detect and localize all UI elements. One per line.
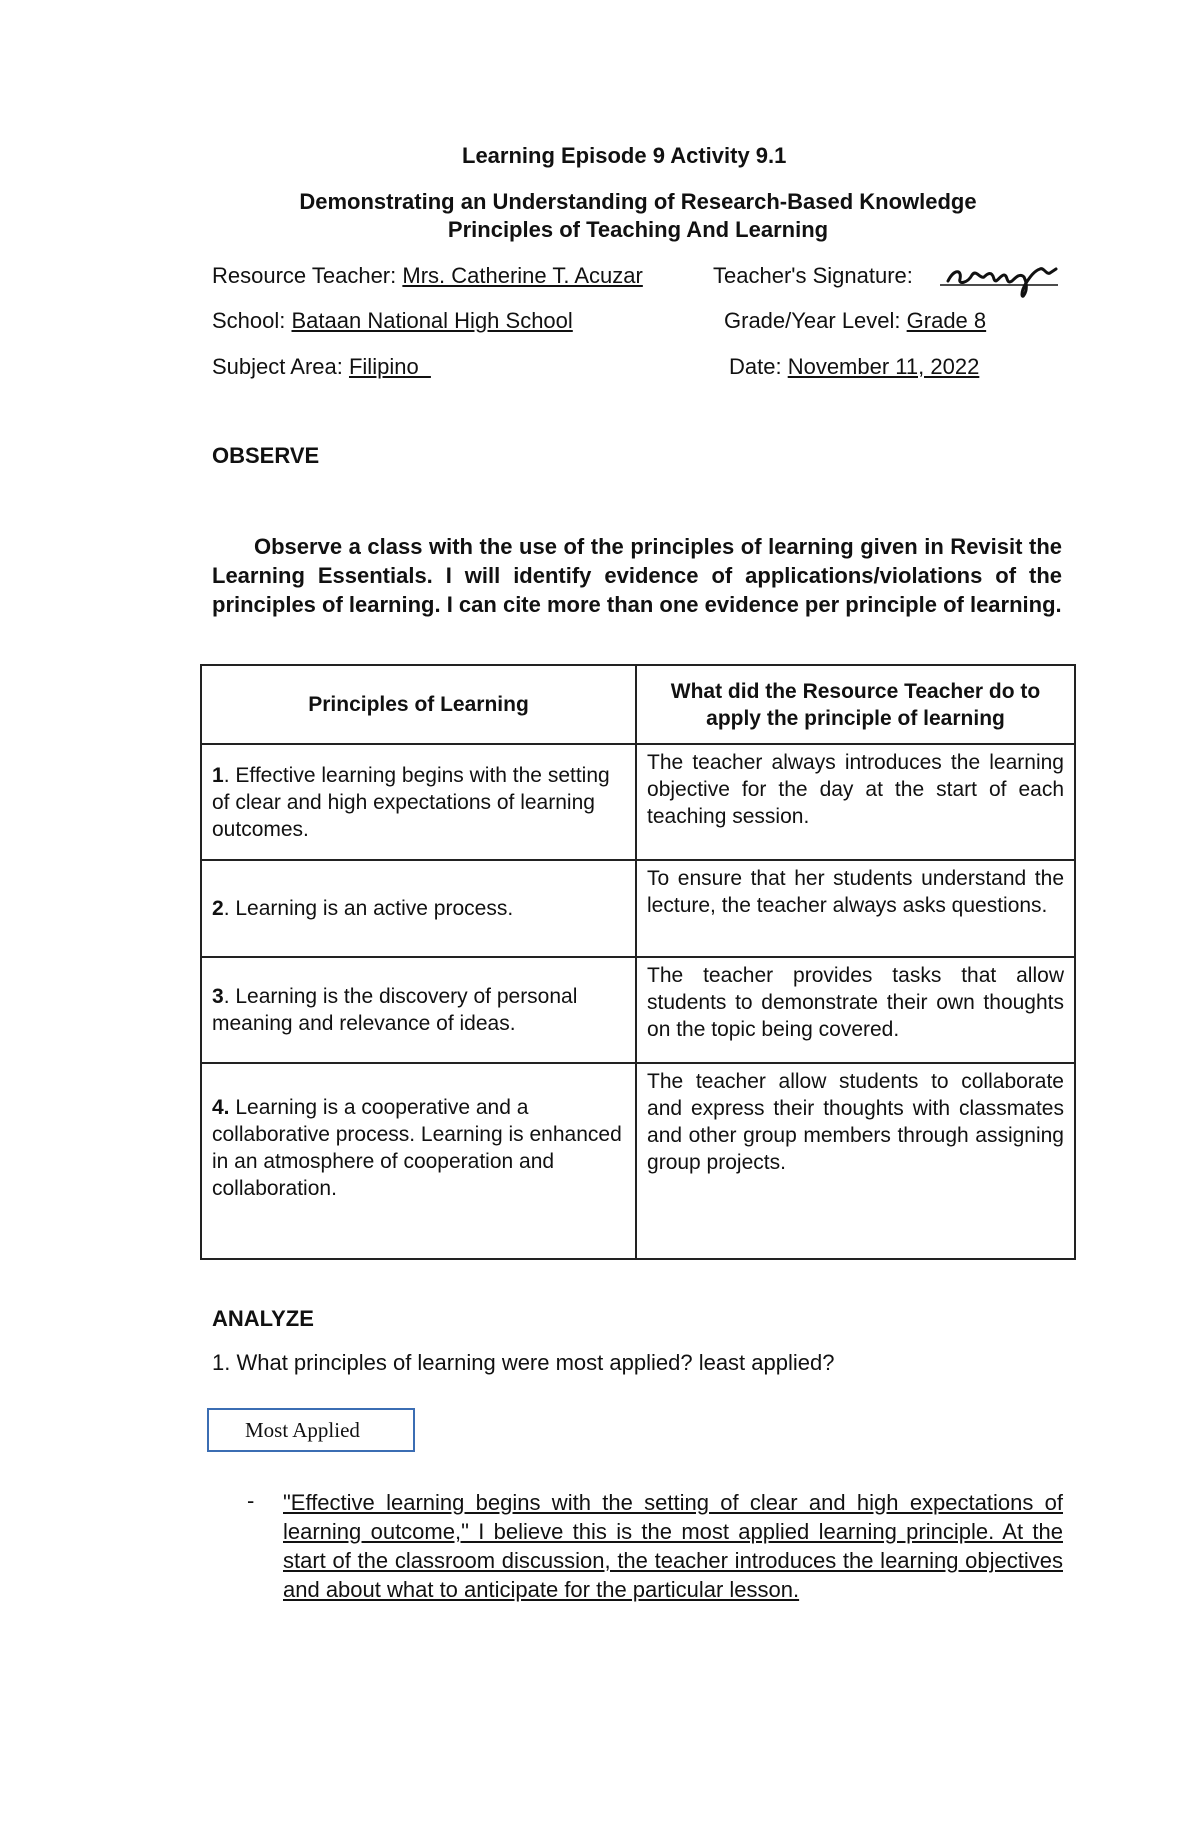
signature-label: Teacher's Signature: xyxy=(713,263,913,288)
principle-number: 2 xyxy=(212,897,224,920)
grade-value: Grade 8 xyxy=(906,308,987,333)
table-row xyxy=(201,1063,1075,1259)
principle-text: . Effective learning begins with the setting of clear and high expectations of learning outcomes. xyxy=(212,763,610,841)
application-cell: To ensure that her students understand the lecture, the teacher always asks questions. xyxy=(636,860,1075,957)
principle-number: 3 xyxy=(212,985,224,1008)
most-applied-box: Most Applied xyxy=(207,1408,415,1452)
principle-cell xyxy=(201,744,636,860)
principle-text: . Learning is the discovery of personal meaning and relevance of ideas. xyxy=(212,985,578,1035)
resource-teacher-field xyxy=(212,263,643,289)
date-label: Date: xyxy=(729,354,788,379)
school-value: Bataan National High School xyxy=(291,308,573,333)
table-row xyxy=(201,957,1075,1063)
subject-field xyxy=(212,354,431,380)
document-subtitle-line1: Demonstrating an Understanding of Research-Based Knowledge xyxy=(299,189,977,214)
resource-teacher-value: Mrs. Catherine T. Acuzar xyxy=(402,263,643,288)
table-header-row xyxy=(201,665,1075,744)
bullet-dash: - xyxy=(247,1488,255,1513)
table-row xyxy=(201,860,1075,957)
table-header-principles: Principles of Learning xyxy=(201,665,636,744)
principle-cell xyxy=(201,860,636,957)
principles-table xyxy=(200,664,1076,1260)
subject-label: Subject Area: xyxy=(212,354,349,379)
most-applied-answer: "Effective learning begins with the setting of clear and high expectations of learning outcome," I believe this is the most applied learning principle. At the start of the classroom discussion, the teacher introduces the learning objectives and about what to anticipate for the particular lesson. xyxy=(283,1490,1063,1602)
principle-cell xyxy=(201,1063,636,1259)
school-field xyxy=(212,308,573,334)
analyze-question: 1. What principles of learning were most applied? least applied? xyxy=(212,1350,835,1375)
principle-number: 1 xyxy=(212,763,224,787)
date-value: November 11, 2022 xyxy=(787,354,980,379)
principle-cell xyxy=(201,957,636,1063)
observe-heading: OBSERVE xyxy=(212,443,320,468)
grade-label: Grade/Year Level: xyxy=(724,308,907,333)
principle-text: . Learning is an active process. xyxy=(223,897,514,920)
table-header-application: What did the Resource Teacher do to apply the principle of learning xyxy=(636,665,1075,744)
principle-text: Learning is a cooperative and a collaborative process. Learning is enhanced in an atmosphere of cooperation and collaboration. xyxy=(212,1096,622,1200)
document-title: Learning Episode 9 Activity 9.1 xyxy=(462,143,787,168)
application-cell: The teacher provides tasks that allow students to demonstrate their own thoughts on the topic being covered. xyxy=(636,957,1075,1063)
date-field xyxy=(729,354,979,380)
subject-value: Filipino xyxy=(348,354,431,379)
application-cell: The teacher always introduces the learning objective for the day at the start of each teaching session. xyxy=(636,744,1075,860)
analyze-heading: ANALYZE xyxy=(212,1306,314,1331)
table-row xyxy=(201,744,1075,860)
observe-instructions xyxy=(212,532,1062,619)
application-cell: The teacher allow students to collaborate and express their thoughts with classmates and other group members through assigning group projects. xyxy=(636,1063,1075,1259)
resource-teacher-label: Resource Teacher: xyxy=(212,263,403,288)
teacher-signature xyxy=(940,263,1060,303)
grade-field xyxy=(724,308,986,334)
principle-number: 4. xyxy=(212,1096,230,1119)
school-label: School: xyxy=(212,308,292,333)
observe-instructions-text: Observe a class with the use of the principles of learning given in Revisit the Learning Essentials. I will identify evidence of applications/violations of the principles of learning. I can cite more than one evidence per principle of learning. xyxy=(212,534,1062,617)
document-subtitle-line2: Principles of Teaching And Learning xyxy=(447,217,829,242)
